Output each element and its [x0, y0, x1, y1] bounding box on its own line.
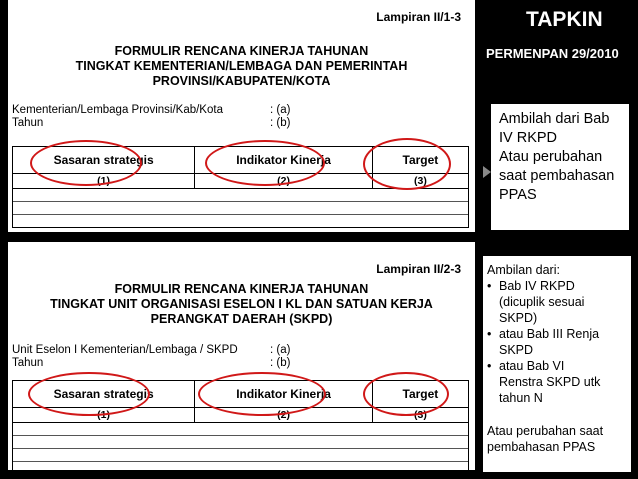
red-circle-annotation: [30, 140, 142, 186]
list-item: • atau Bab III Renja SKPD: [487, 327, 600, 357]
table-row: [13, 189, 468, 202]
table-row: [13, 462, 468, 474]
red-circle-annotation: [198, 372, 326, 416]
lampiran-label: Lampiran II/1-3: [376, 10, 461, 24]
column-header: Indikator Kinerja: [195, 381, 373, 407]
red-circle-annotation: [363, 372, 449, 416]
column-header: Indikator Kinerja: [195, 147, 373, 173]
table-number-row: (1) (2) (3): [13, 408, 468, 423]
form-meta: Unit Eselon I Kementerian/Lembaga / SKPD : (a) Tahun : (b): [12, 344, 291, 369]
red-circle-annotation: [363, 138, 451, 190]
arrow-icon: [483, 166, 491, 178]
slide-subtitle: PERMENPAN 29/2010: [486, 46, 619, 61]
column-header: Target: [402, 153, 439, 167]
form-document-1: [8, 0, 475, 232]
column-header: Sasaran strategis: [13, 147, 195, 173]
table-row: [13, 436, 468, 449]
list-item: • atau Bab VI Renstra SKPD utk tahun N: [487, 359, 601, 405]
form-document-2: [8, 242, 475, 470]
table-row: [13, 202, 468, 215]
slide-title: TAPKIN: [526, 8, 603, 31]
note-box-1: Ambilah dari Bab IV RKPD Atau perubahan saat pembahasan PPAS: [491, 104, 629, 230]
form-title: FORMULIR RENCANA KINERJA TAHUNAN TINGKAT UNIT ORGANISASI ESELON I KL DAN SATUAN KERJA PERANGKAT DAERAH (SKPD): [50, 282, 433, 326]
column-header: Target: [402, 387, 439, 401]
table-row: [13, 215, 468, 227]
table-row: [13, 449, 468, 462]
red-circle-annotation: [205, 140, 325, 186]
list-item: • Bab IV RKPD (dicuplik sesuai SKPD): [487, 279, 585, 325]
note-box-2: Ambilan dari: • Bab IV RKPD (dicuplik sesuai SKPD) • atau Bab III Renja SKPD • atau Bab VI Renstra SKPD utk tahun N Atau perubahan saat pembahasan PPAS: [483, 256, 631, 472]
table-row: [13, 423, 468, 436]
form-title: FORMULIR RENCANA KINERJA TAHUNAN TINGKAT KEMENTERIAN/LEMBAGA DAN PEMERINTAH PROVINSI/KABUPATEN/KOTA: [75, 44, 408, 88]
form-meta: Kementerian/Lembaga Provinsi/Kab/Kota : (a) Tahun : (b): [12, 104, 291, 129]
table-number-row: (1) (2) (3): [13, 174, 468, 189]
lampiran-label: Lampiran II/2-3: [376, 262, 461, 276]
column-header: Sasaran strategis: [13, 381, 195, 407]
red-circle-annotation: [28, 372, 150, 416]
